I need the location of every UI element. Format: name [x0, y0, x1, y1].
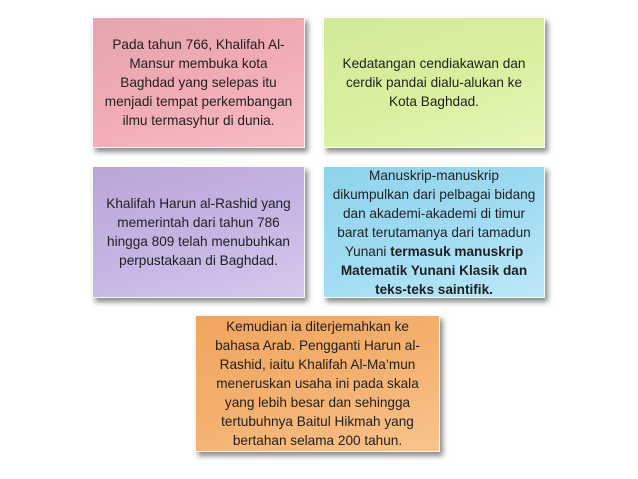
box-manuscripts-text: [332, 166, 536, 299]
box-translation-baitul-hikmah: [195, 315, 440, 452]
box-baghdad-founding: [92, 17, 305, 148]
box-harun-library-text: Khalifah Harun al-Rashid yang memerintah dari tahun 786 hingga 809 telah menubuhkan perpustakaan di Baghdad.: [106, 196, 291, 268]
box-harun-library: [92, 166, 305, 298]
box-scholars-welcomed: [323, 17, 545, 148]
box-baghdad-founding-text: Pada tahun 766, Khalifah Al-Mansur membuka kota Baghdad yang selepas itu menjadi tempat perkembangan ilmu termasyhur di dunia.: [104, 37, 293, 128]
box-manuscripts-text-bold: termasuk manuskrip Matematik Yunani Klasik dan teks-teks saintifik.: [340, 243, 528, 297]
box-translation-text: Kemudian ia diterjemahkan ke bahasa Arab. Pengganti Harun al-Rashid, iaitu Khalifah Al-Ma’mun meneruskan usaha ini pada skala yang lebih besar dan sehingga tertubuhnya Baitul Hikmah yang bertahan selama 200 tahun.: [215, 319, 420, 448]
box-manuscripts-text-plain: Manuskrip-manuskrip dikumpulkan dari pelbagai bidang dan akademi-akademi di timur barat terutamanya dari tamadun Yunani: [332, 167, 536, 259]
box-scholars-welcomed-text: Kedatangan cendiakawan dan cerdik pandai dialu-alukan ke Kota Baghdad.: [342, 56, 526, 109]
box-manuscripts-collected: [323, 166, 545, 298]
